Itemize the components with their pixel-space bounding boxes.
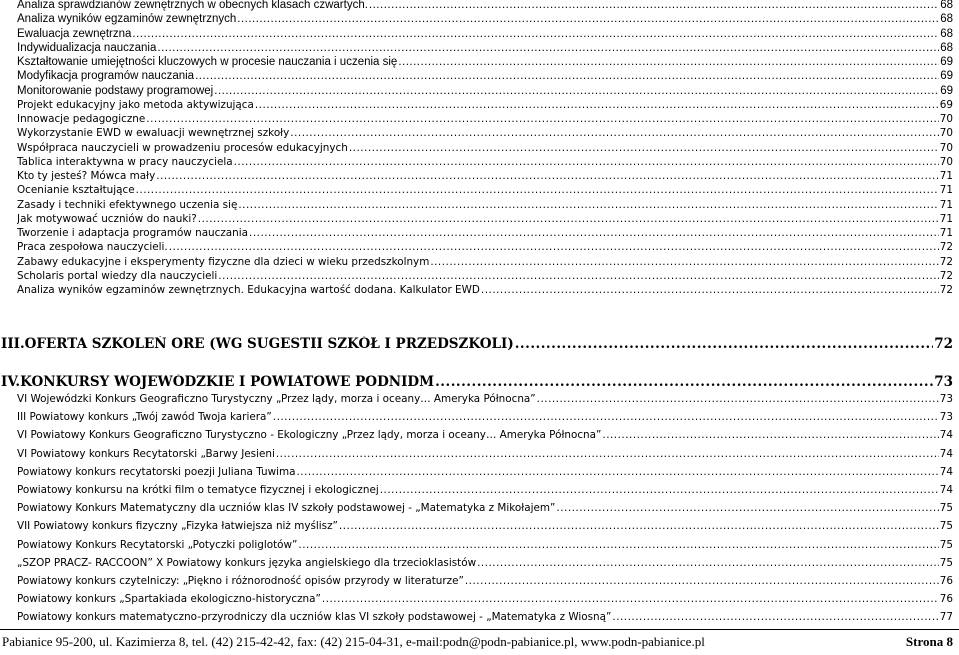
toc-entry-page-number: 70: [939, 127, 953, 139]
dot-leader: [132, 28, 939, 40]
toc-entry[interactable]: [17, 170, 953, 182]
toc-entry[interactable]: [17, 411, 953, 423]
dot-leader: [556, 502, 938, 514]
toc-entry-page-number: 72: [934, 336, 953, 352]
toc-entry-label: Analiza wyników egzaminów zewnętrznych: [17, 13, 237, 25]
dot-leader: [322, 593, 939, 605]
toc-entry[interactable]: [17, 241, 953, 253]
toc-entry-label: III Powiatowy konkurs „Twój zawód Twoja kariera”: [17, 411, 272, 423]
toc-entry-label: KONKURSY WOJEWÓDZKIE I POWIATOWE PODNIDM: [20, 374, 435, 390]
toc-entry-label: Tablica interaktywna w pracy nauczyciela: [17, 156, 233, 168]
toc-entry-page-number: 69: [940, 70, 953, 82]
dot-leader: [477, 557, 939, 569]
dot-leader: [380, 484, 939, 496]
toc-entry-label: Powiatowy Konkurs Recytatorski „Potyczki poliglotów”: [17, 539, 298, 551]
toc-entry-page-number: 73: [939, 393, 953, 405]
toc-entry-label: Ocenianie kształtujące: [17, 184, 135, 196]
toc-entry-label: Powiatowy konkursu na krótki film o tematyce fizycznej i ekologicznej: [17, 484, 379, 496]
toc-entry[interactable]: [17, 13, 953, 25]
dot-leader: [398, 56, 939, 68]
dot-leader: [369, 0, 939, 11]
toc-entry-page-number: 70: [939, 113, 953, 125]
toc-entry[interactable]: [17, 448, 953, 460]
toc-entry-label: Indywidualizacja nauczania: [17, 42, 157, 54]
toc-entry-label: Współpraca nauczycieli w prowadzeniu procesów edukacyjnych: [17, 142, 348, 154]
toc-entry-page-number: 73: [934, 374, 953, 390]
toc-entry-label: Wykorzystanie EWD w ewaluacji wewnętrznej szkoły: [17, 127, 290, 139]
toc-entry[interactable]: [17, 142, 953, 154]
toc-entry-label: Powiatowy konkurs matematyczno-przyrodniczy dla uczniów klas VI szkoły podstawowej - „Matematyka z Wiosną”: [17, 611, 612, 623]
toc-entry-label: VI Powiatowy Konkurs Geograficzno Turystyczno - Ekologiczny „Przez lądy, morza i oceany… Ameryka Północna”: [17, 429, 602, 441]
dot-leader: [290, 127, 938, 139]
toc-entry-page-number: 76: [939, 575, 953, 587]
toc-entry[interactable]: [17, 502, 953, 514]
toc-entry[interactable]: [17, 99, 953, 111]
dot-leader: [237, 13, 939, 25]
toc-entry-label: Modyfikacja programów nauczania: [17, 70, 195, 82]
dot-leader: [339, 520, 939, 532]
toc-entry[interactable]: [17, 156, 953, 168]
toc-entry[interactable]: [17, 56, 953, 68]
dot-leader: [198, 213, 939, 225]
footer-page-number: Strona 8: [905, 634, 953, 649]
dot-leader: [537, 393, 939, 405]
dot-leader: [136, 184, 939, 196]
toc-entry[interactable]: [17, 127, 953, 139]
toc-entry-label: Kto ty jesteś? Mówca mały: [17, 170, 156, 182]
dot-leader: [273, 411, 939, 423]
toc-entry[interactable]: [1, 374, 953, 390]
dot-leader: [296, 466, 938, 478]
toc-entry[interactable]: [17, 429, 953, 441]
toc-entry[interactable]: [17, 593, 953, 605]
toc-entry[interactable]: [17, 520, 953, 532]
toc-entry-page-number: 75: [939, 557, 953, 569]
toc-entry[interactable]: [17, 199, 953, 211]
toc-entry-label: Powiatowy Konkurs Matematyczny dla uczniów klas IV szkoły podstawowej - „Matematyka z Mikołajem”: [17, 502, 556, 514]
toc-entry[interactable]: [17, 557, 953, 569]
toc-entry[interactable]: [17, 270, 953, 282]
toc-entry[interactable]: [17, 284, 953, 296]
toc-entry[interactable]: [17, 393, 953, 405]
toc-entry[interactable]: [17, 611, 953, 623]
toc-entry-label: Zasady i techniki efektywnego uczenia się: [17, 199, 238, 211]
toc-entry[interactable]: [17, 466, 953, 478]
toc-entry-page-number: 74: [939, 448, 953, 460]
toc-entry-page-number: 75: [939, 539, 953, 551]
toc-entry[interactable]: [17, 256, 953, 268]
toc-entry-page-number: 73: [939, 411, 953, 423]
toc-entry[interactable]: [17, 484, 953, 496]
toc-entry-page-number: 70: [939, 156, 953, 168]
toc-entry-label: Jak motywować uczniów do nauki?: [17, 213, 197, 225]
footer-divider: [0, 629, 959, 630]
section-number: III.: [1, 336, 25, 352]
dot-leader: [218, 270, 938, 282]
toc-entry-label: Analiza sprawdzianów zewnętrznych w obecnych klasach czwartych.: [17, 0, 368, 11]
toc-entry[interactable]: [1, 336, 953, 352]
dot-leader: [249, 227, 939, 239]
toc-entry-page-number: 69: [940, 85, 953, 97]
toc-entry-page-number: 76: [939, 593, 953, 605]
dot-leader: [169, 241, 939, 253]
toc-entry-page-number: 71: [939, 199, 953, 211]
toc-entry[interactable]: [17, 539, 953, 551]
dot-leader: [612, 611, 938, 623]
dot-leader: [214, 85, 939, 97]
toc-entry-label: VI Wojewódzki Konkurs Geograficzno Turystyczny „Przez lądy, morza i oceany… Ameryka Północna”: [17, 393, 536, 405]
toc-entry-label: Kształtowanie umiejętności kluczowych w procesie nauczania i uczenia się: [17, 56, 398, 68]
toc-entry[interactable]: [17, 0, 953, 11]
toc-entry-page-number: 71: [939, 227, 953, 239]
toc-entry-page-number: 71: [939, 170, 953, 182]
toc-entry-label: Powiatowy konkurs recytatorski poezji Juliana Tuwima: [17, 466, 296, 478]
toc-entry[interactable]: [17, 575, 953, 587]
toc-entry-page-number: 71: [939, 213, 953, 225]
toc-entry-page-number: 72: [939, 270, 953, 282]
footer-address: Pabianice 95-200, ul. Kazimierza 8, tel. (42) 215-42-42, fax: (42) 215-04-31, e-mail:podn@podn-pabianice.pl, www.podn-pabianice.pl: [2, 634, 705, 649]
toc-entry-page-number: 74: [939, 484, 953, 496]
toc-entry-label: Innowacje pedagogiczne: [17, 113, 146, 125]
toc-entry-label: Powiatowy konkurs „Spartakiada ekologiczno-historyczna”: [17, 593, 321, 605]
dot-leader: [234, 156, 939, 168]
toc-entry-label: Tworzenie i adaptacja programów nauczania: [17, 227, 249, 239]
dot-leader: [298, 539, 938, 551]
toc-entry[interactable]: [17, 42, 953, 54]
dot-leader: [255, 99, 939, 111]
section-number: IV.: [1, 374, 21, 390]
toc-entry-page-number: 68: [940, 0, 953, 11]
dot-leader: [146, 113, 938, 125]
toc-entry-page-number: 77: [939, 611, 953, 623]
toc-entry-page-number: 72: [939, 256, 953, 268]
dot-leader: [349, 142, 939, 154]
toc-entry[interactable]: [17, 213, 953, 225]
toc-entry-label: OFERTA SZKOLEŃ ORE (WG SUGESTII SZKÓŁ I PRZEDSZKOLI): [24, 336, 514, 352]
toc-entry[interactable]: [17, 28, 953, 40]
toc-entry-label: Projekt edukacyjny jako metoda aktywizująca: [17, 99, 254, 111]
toc-entry-label: Analiza wyników egzaminów zewnętrznych. Edukacyjna wartość dodana. Kalkulator EWD: [17, 284, 480, 296]
toc-entry-page-number: 68: [940, 28, 953, 40]
toc-entry-page-number: 70: [939, 142, 953, 154]
dot-leader: [430, 256, 938, 268]
dot-leader: [481, 284, 939, 296]
toc-entry-page-number: 69: [940, 56, 953, 68]
toc-entry[interactable]: [17, 113, 953, 125]
toc-entry-label: Praca zespołowa nauczycieli.: [17, 241, 168, 253]
toc-entry-label: Powiatowy konkurs czytelniczy: „Piękno i różnorodność opisów przyrody w literaturze”: [17, 575, 464, 587]
dot-leader: [465, 575, 939, 587]
toc-entry-page-number: 74: [939, 429, 953, 441]
dot-leader: [195, 70, 939, 82]
toc-entry-label: VI Powiatowy konkurs Recytatorski „Barwy Jesieni: [17, 448, 275, 460]
dot-leader: [238, 199, 938, 211]
dot-leader: [435, 374, 933, 390]
dot-leader: [515, 336, 933, 352]
toc-entry-label: Ewaluacja zewnętrzna: [17, 28, 132, 40]
toc-entry[interactable]: [17, 85, 953, 97]
toc-entry[interactable]: [17, 227, 953, 239]
toc-entry-page-number: 75: [939, 520, 953, 532]
toc-entry-page-number: 69: [939, 99, 953, 111]
dot-leader: [602, 429, 938, 441]
toc-entry-page-number: 74: [939, 466, 953, 478]
toc-entry-label: Monitorowanie podstawy programowej: [17, 85, 214, 97]
toc-entry-label: Zabawy edukacyjne i eksperymenty fizyczne dla dzieci w wieku przedszkolnym: [17, 256, 430, 268]
dot-leader: [276, 448, 939, 460]
toc-entry-page-number: 68: [940, 13, 953, 25]
toc-entry-label: Scholaris portal wiedzy dla nauczycieli: [17, 270, 218, 282]
toc-entry-page-number: 71: [939, 184, 953, 196]
toc-entry[interactable]: [17, 184, 953, 196]
toc-entry-page-number: 72: [939, 241, 953, 253]
dot-leader: [157, 42, 939, 54]
dot-leader: [156, 170, 939, 182]
toc-entry-page-number: 68: [940, 42, 953, 54]
toc-entry-label: VII Powiatowy konkurs fizyczny „Fizyka łatwiejsza niż myślisz”: [17, 520, 338, 532]
toc-entry-page-number: 75: [939, 502, 953, 514]
toc-entry[interactable]: [17, 70, 953, 82]
toc-entry-page-number: 72: [939, 284, 953, 296]
toc-entry-label: „SZOP PRACZ- RACCOON” X Powiatowy konkurs języka angielskiego dla trzecioklasistów: [17, 557, 477, 569]
